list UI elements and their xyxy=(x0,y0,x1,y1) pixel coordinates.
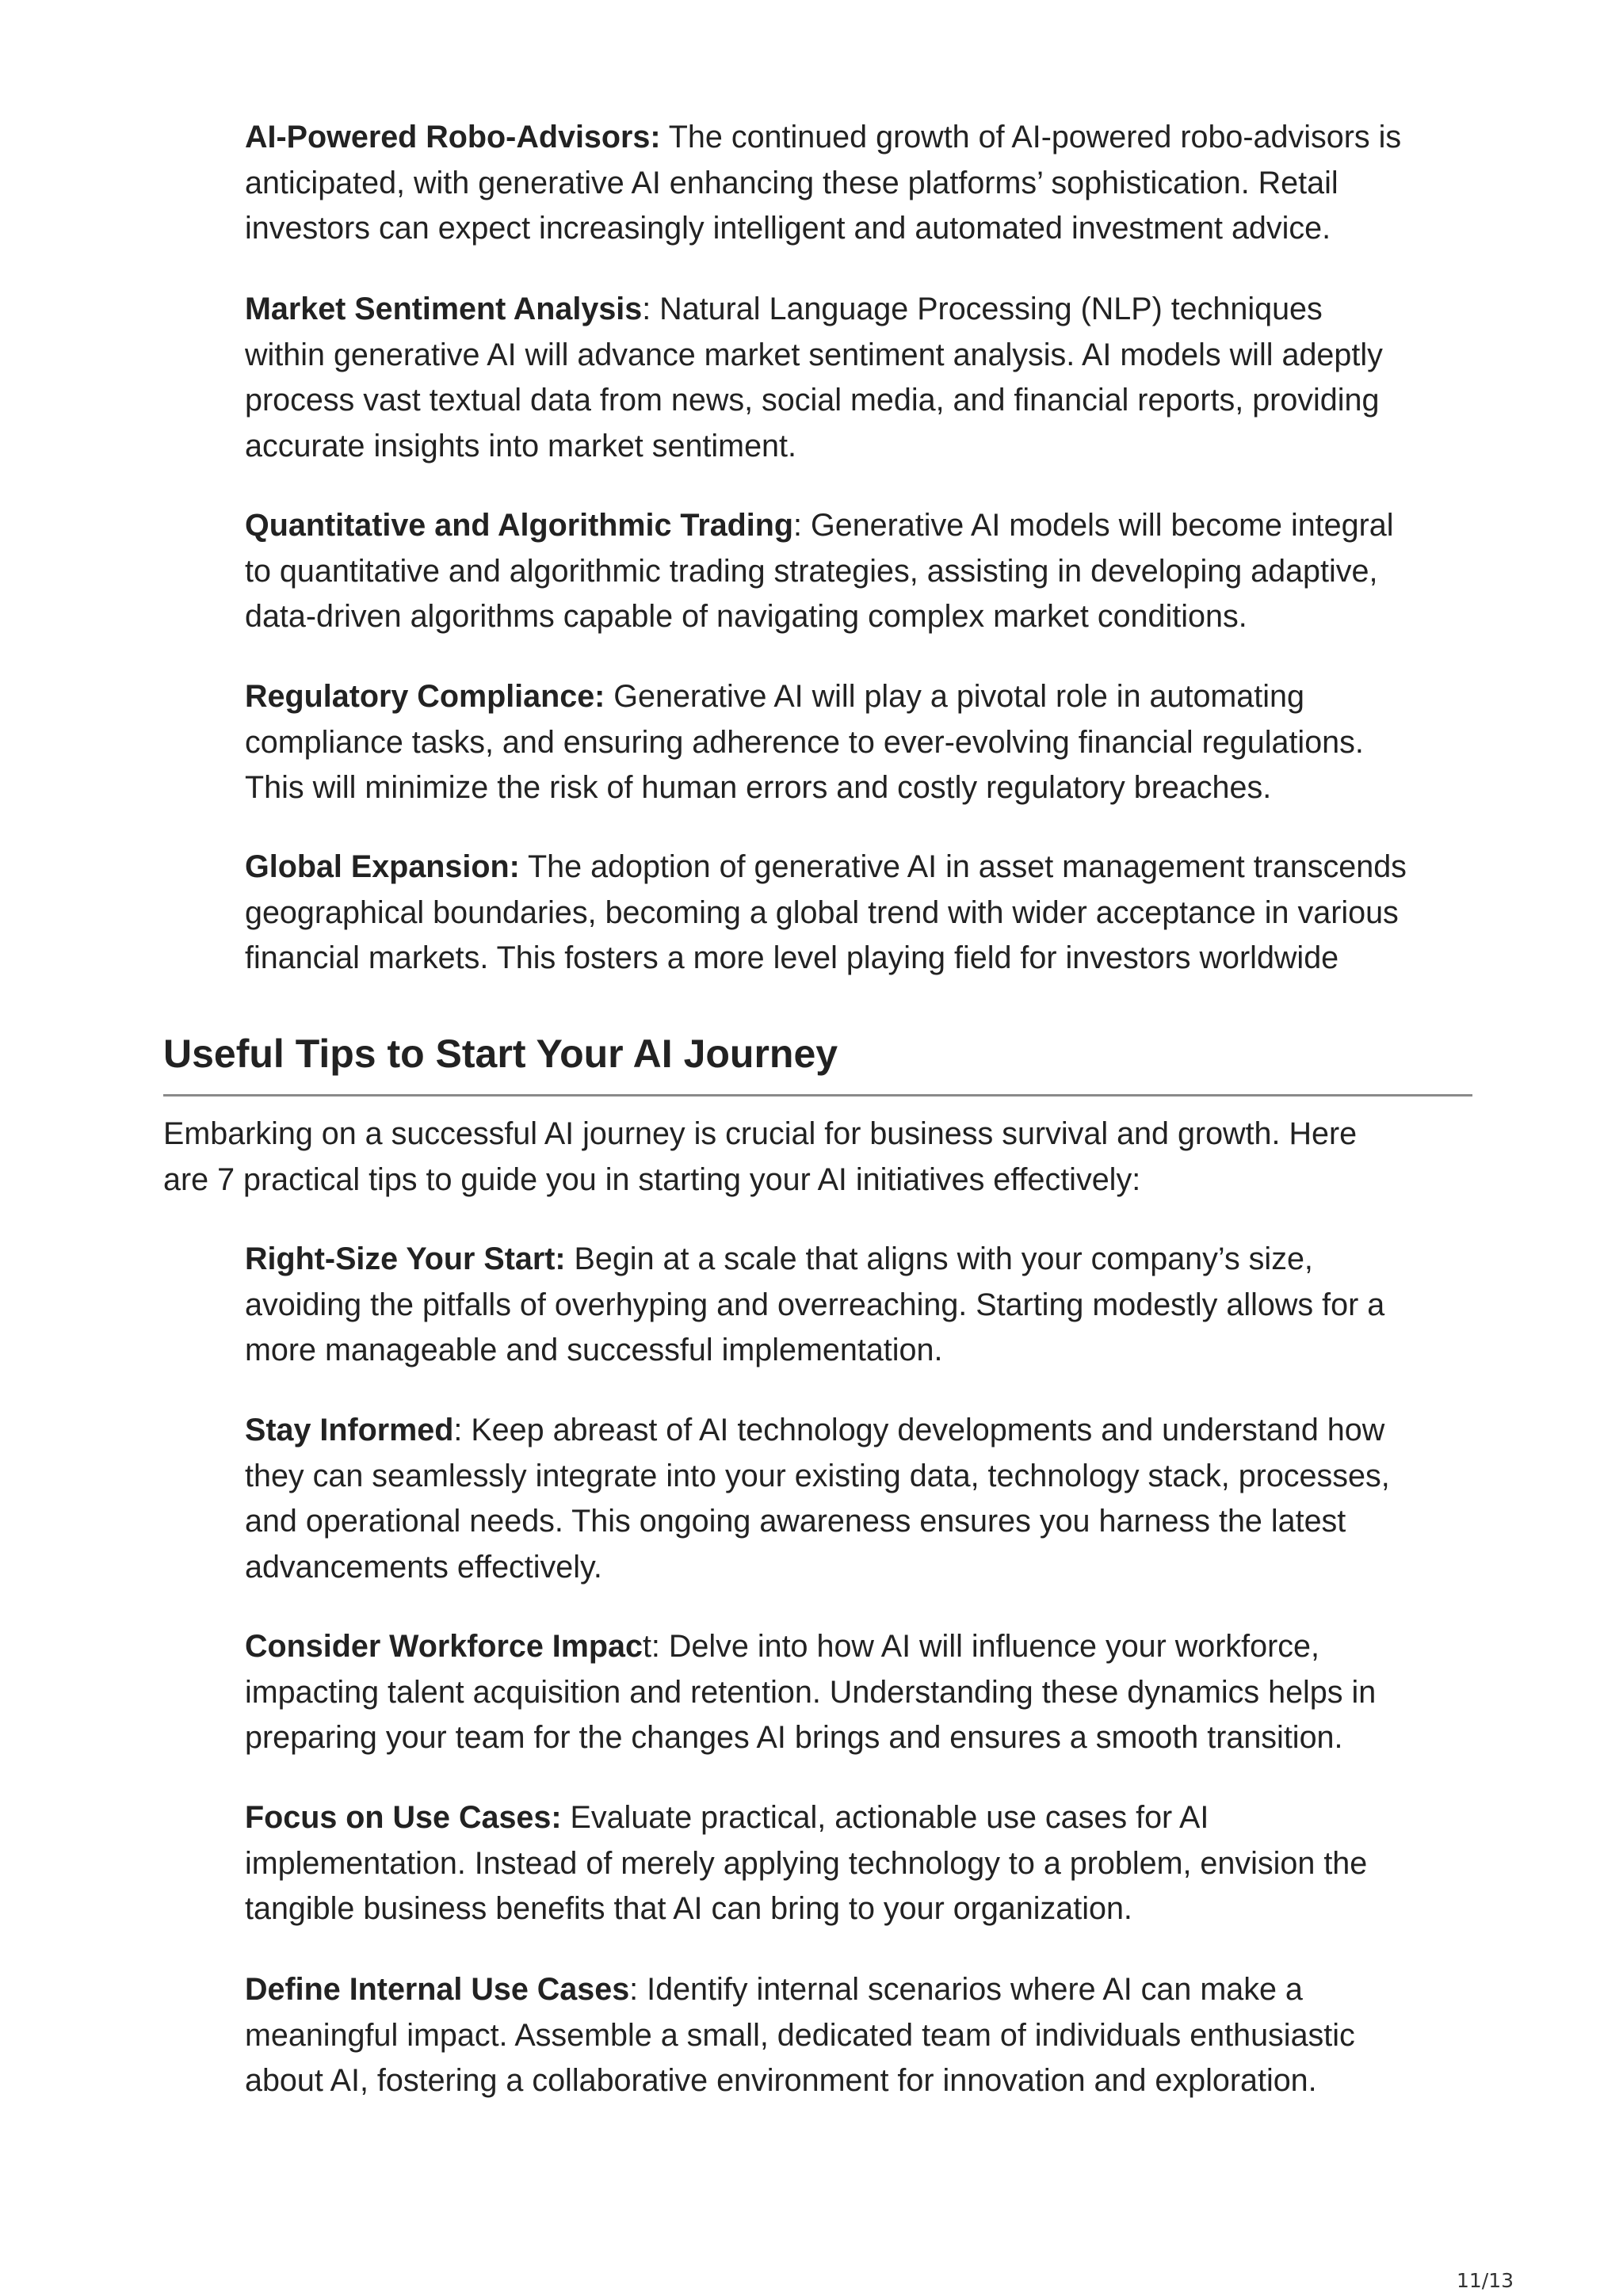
trend-title: Regulatory Compliance: xyxy=(245,679,605,714)
trend-title: Quantitative and Algorithmic Trading xyxy=(245,508,794,543)
trend-text: The continued growth of AI-powered robo-advisors is anticipated, with generative AI enhancing these platforms’ sophistication. Retail investors can expect increasingly intelligent and automated investment advice. xyxy=(245,120,1402,246)
trend-title: AI-Powered Robo-Advisors: xyxy=(245,120,661,154)
tip-title: Right-Size Your Start: xyxy=(245,1241,566,1276)
trend-regulatory-compliance xyxy=(245,674,1481,811)
trend-text: : Generative AI models will become integral to quantitative and algorithmic trading strategies, assisting in developing adaptive, data-driven algorithms capable of navigating complex market conditions. xyxy=(245,508,1394,634)
trend-market-sentiment xyxy=(245,287,1481,469)
tip-text: Evaluate practical, actionable use cases for AI implementation. Instead of merely applying technology to a problem, envision the tangible business benefits that AI can bring to your organization. xyxy=(245,1800,1368,1926)
tip-workforce-impact xyxy=(245,1624,1481,1761)
trend-global-expansion xyxy=(245,845,1481,982)
tip-title: Stay Informed xyxy=(245,1413,454,1447)
section-intro: Embarking on a successful AI journey is crucial for business survival and growth. Here are 7 practical tips to guide you in starting your AI initiatives effectively: xyxy=(163,1116,1358,1197)
trend-text: Generative AI will play a pivotal role in automating compliance tasks, and ensuring adherence to ever-evolving financial regulations. This will minimize the risk of human errors and costly regulatory breaches. xyxy=(245,679,1364,805)
trend-title: Global Expansion: xyxy=(245,849,520,884)
tip-internal-use-cases xyxy=(245,1967,1481,2104)
tip-text: t: Delve into how AI will influence your workforce, impacting talent acquisition and retention. Understanding these dynamics helps in preparing your team for the changes AI brings and ensures a smooth transition. xyxy=(245,1629,1377,1755)
tip-text: Begin at a scale that aligns with your company’s size, avoiding the pitfalls of overhyping and overreaching. Starting modestly allows for a more manageable and successful implementation. xyxy=(245,1241,1385,1367)
tip-focus-use-cases xyxy=(245,1795,1481,1932)
tip-title: Focus on Use Cases: xyxy=(245,1800,562,1835)
tip-title: Consider Workforce Impac xyxy=(245,1629,643,1664)
tip-right-size-start xyxy=(245,1237,1481,1374)
trend-title: Market Sentiment Analysis xyxy=(245,292,643,326)
tip-text: : Keep abreast of AI technology developments and understand how they can seamlessly integrate into your existing data, technology stack, processes, and operational needs. This ongoing awareness ensures you harness the latest advancements effectively. xyxy=(245,1413,1390,1585)
trend-algorithmic-trading xyxy=(245,503,1481,640)
tip-stay-informed xyxy=(245,1408,1481,1590)
page-number: 11/13 xyxy=(1457,2269,1514,2292)
tip-title: Define Internal Use Cases xyxy=(245,1972,630,2007)
section-heading: Useful Tips to Start Your AI Journey xyxy=(163,1032,838,1076)
trend-text: : Natural Language Processing (NLP) techniques within generative AI will advance market sentiment analysis. AI models will adeptly process vast textual data from news, social media, and financial reports, providing accurate insights into market sentiment. xyxy=(245,292,1383,463)
heading-divider xyxy=(163,1094,1472,1097)
trend-robo-advisors xyxy=(245,115,1481,252)
trend-text: The adoption of generative AI in asset management transcends geographical boundaries, becoming a global trend with wider acceptance in various financial markets. This fosters a more level playing field for investors worldwide xyxy=(245,849,1407,975)
tip-text: : Identify internal scenarios where AI can make a meaningful impact. Assemble a small, dedicated team of individuals enthusiastic about AI, fostering a collaborative environment for innovation and exploration. xyxy=(245,1972,1355,2098)
